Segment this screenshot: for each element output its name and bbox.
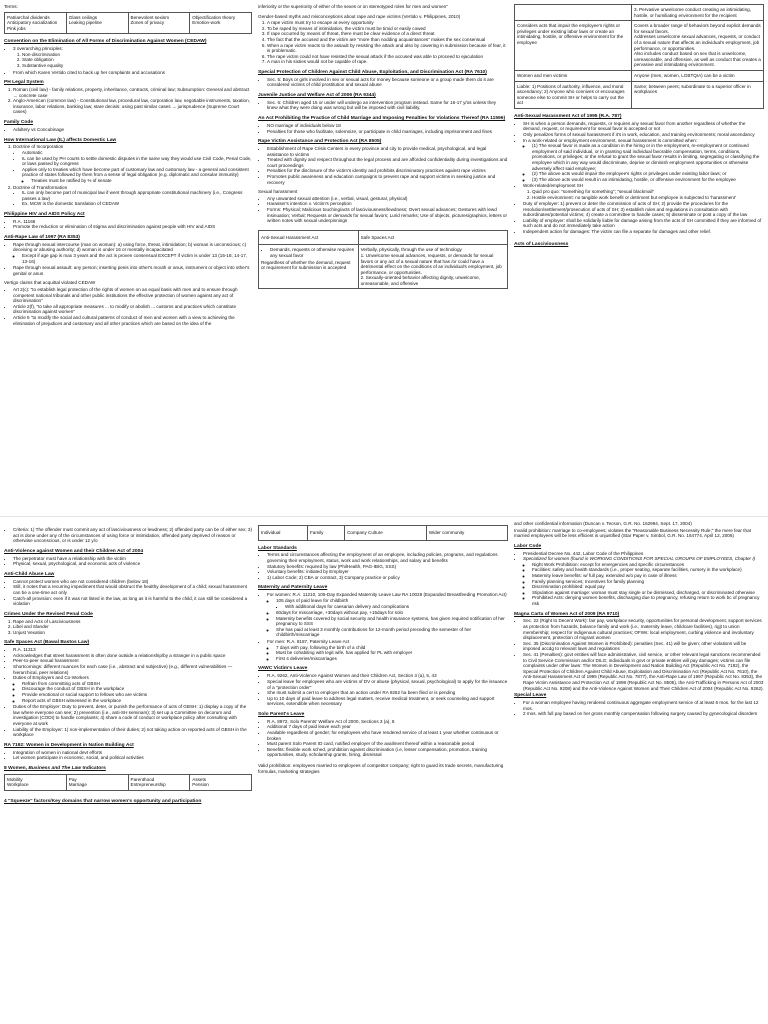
list-item: • Penalties for those who facilitate, solemnize, or participate in child marriages, including imprisonment and fines [267,129,508,135]
list-item: • Independent action for damages: The victim can file a separate for damages and other relief. [523,229,764,235]
hiv-heading: Philippine HIV and AIDS Policy Act [4,211,85,217]
table-cell [259,245,359,289]
levels-table [258,525,508,541]
criteria-list [4,527,252,544]
list-item: • Sec. 5: Boys or girls involved in sex or sexual acts for money because someone or a group made them do it are considered victims of child prostitution and sexual abuse [267,77,508,88]
list-item: 3. Unjust Vexation [13,630,252,636]
list-item [22,167,252,184]
principles-list [13,52,252,69]
list-item: • Catch-all provision: even if it was not listed in the law, as long as it is harmful to the child, it can still be considered a violation [13,596,252,607]
indicator-cell: Parenthood Entrepreneurship [128,774,190,790]
list-item: ◦ Night Work Prohibition: except for emergencies and specific circumstances [532,562,764,568]
list-item: ◦ Discourage the conduct of GBSH in the workplace [22,686,252,692]
table-row [515,81,764,108]
list-item: • Acknowledges that street harassment is often done outside a relationship/by a stranger in a public space [13,653,252,659]
list-item: ◦ She has paid at least 3 monthly contributions for 12-month period preceding the semester of her childbirth/miscarriage [276,627,508,638]
child-marriage-heading: An Act Prohibiting the Practice of Child Marriage and Imposing Penalties for Violations Thereof (RA 11596) [258,116,506,122]
list-item: ◦ Discrimination prohibited: equal pay [532,584,764,590]
list-item-text: Applies only to treaties which have become part of customary law and customary law - a general and consistent practice of states followed by them from a sense of legal obligation (e.g. diplomatic and consular immunity) [22,166,249,178]
safe-spaces-heading: Safe Spaces Act (Bawal Bastos Law) [4,640,90,646]
list-item: 6. The rape victim could not have resisted the sexual attack if the accused was able to proceed to ejaculation [267,54,508,60]
list-item: • Adultery vs Concubinage [13,127,252,133]
safe-spaces-list [4,647,252,738]
list-item-text: In a work-related or employment environment, sexual harassment is committed when: [523,137,698,143]
list-item-text: Rape through sexual intercourse (man on woman): a) using force, threat, intimidation; b) woman is unconscious; c) deceiving or abusing authority; d) woman is under 16 or mentally incapacitated [13,241,247,253]
sexual-harassment-label: Sexual harassment [258,189,298,195]
ra7192-heading: RA 7192: Women in Development in Nation Building Act [4,742,134,748]
terms-cell: Benevolent sexism Zones of privacy [128,12,190,34]
cell-text: Regardless of whether the demand, request or requirement for submission is accepted [261,259,351,271]
cedaw-heading: Convention on the Elimination of All Forms of Discrimination Against Women (CEDAW) [4,39,207,45]
child-protection-heading: Special Protection of Children Against Child Abuse, Exploitation, and Discrimination Act (RA 7610) [258,69,487,75]
indicator-cell: Pay Marriage [66,774,128,790]
anti-sh-act-heading: Anti-Sexual Harassment Act of 1995 (R.A. 787) [514,113,622,119]
squeeze-factors-heading: 4 "Squeeze" factors/Key domains that narrow women's opportunity and participation [4,798,202,804]
page1-column-2 [258,4,508,291]
vawc-leave-list [258,673,508,707]
maternity-paternity-heading: Maternity and Paternity Leave [258,585,328,591]
table-cell: Considers acts that impair the employee's rights or privileges under existing labor laws or create an intimidating, hostile, or offensive environment for the employee [515,21,632,71]
list-item: • R.A. 11166 [13,219,252,225]
list-item: • Liability of employer: shall be solidarily liable for damage arising from the acts of SH committed if they are informed of such acts and do not immediately take action [523,218,764,229]
sub-list [13,190,252,207]
list-item: ◦ Maternity benefits covered by social security and health insurance systems, has given required notification of her pregnancy to SSS [276,616,508,627]
document-page-1 [0,0,768,510]
special-leave-list [514,700,764,717]
sexual-harassment-list [258,196,508,224]
list-item [267,592,508,638]
list-item: ◦ 7 days with pay, following the birth of a child [276,645,508,651]
vawc-leave-heading: VAWC Victim's Leave [258,666,308,672]
list-item: • Automatic [22,150,252,156]
table-cell: Women and men victims [515,70,632,81]
list-item: • Promote the reduction or elimination of stigma and discrimination against people with HIV and AIDS [13,224,252,230]
heading-part-italic: Business and The Law [28,765,82,771]
list-item-text: Duties of Employers and Co-Workers [13,675,89,681]
list-item: 5. When a rape victim reacts to the assault by resisting the attack and also by cowering in submission because of fear, it is problematic. [267,43,508,54]
list-item: • Rape through sexual assault: any person; inserting penis into other's mouth or anus, instrument or object into other's genital or anus [13,265,252,276]
list-item: • 2 mos. with full pay based on her gross monthly compensation following surgery caused by gynecological disorders [523,711,764,717]
list-item: ◦ Provide emotional or social support to fellows who are victims [22,692,252,698]
list-item [13,46,252,68]
list-item: 7. A man in his sixties would not be capable of rape. [267,59,508,65]
solo-parent-list [258,719,508,758]
list-item: • Ex. MCW is the domestic translation of CEDAW [22,201,252,207]
labor-standards-heading: Labor Standards [258,545,297,551]
list-item-text: Doctrine of Transformation [13,184,68,190]
list-item-text: Work-related/employment SH [523,183,584,189]
list-item: • Sec. 41 (Penalties): govt entities will face administrative, civil service, or other relevant legal sanctions recommended to Civil Service Commission and/or DILG; individuals in govt or private entities will pay damages; victims can file complaints under other laws: The Women in Development and Nation Building Act (Republic Act No. 7192), the Special Protection of Children Against Child Abuse, Exploitation and Discrimination Act (Republic Act No. 7610), the Anti-Sexual Harassment Act of 1995 (Republic Act No. 7877), the Anti-Rape Law of 1997 (Republic Act No. 8353), the Rape Victim Assistance and Protection Act of 1998 (Republic Act No. 8505), the Anti-Trafficking in Persons Act of 2003 (Republic Act No. 9208) and the Anti-Violence Against Women and Their Children Act of 2004 (Republic Act No. 9262). [523,652,764,691]
table-row [515,70,764,81]
magna-carta-list [514,618,764,691]
list-item: • Up to 10 days of paid leave to address legal matters, receive medical treatment, or seek counseling and support services, extendible when necessary [267,696,508,707]
juvenile-justice-list [258,100,508,111]
list-item: • Article 5 "to modify the social and cultural patterns of conduct of men and women with a view to achieving the elimination of prejudices and customary and all other practices which are based on the idea of the [13,315,252,326]
heading-part: 8 Women, [4,765,29,771]
level-cell: Individual [259,526,308,541]
list-item: • Article 2(f), "to take all appropriate measures ... to modify or abolish ... customs and practices which constitute discrimination against women" [13,304,252,315]
labor-standards-list [258,552,508,580]
rape-victim-heading: Rape Victim Assistance and Protection Act (RA 8505) [258,139,382,145]
labor-code-heading: Labor Code [514,543,542,549]
list-item: • Integration of women in national devt efforts [13,750,252,756]
sub-list [13,253,252,264]
list-item: • Statutory benefits: required by law (PhilHealth, PAG-IBIG, SSS) [267,564,508,570]
indicator-cell: Mobility Workplace [5,774,67,790]
list-item: ◦ Must be cohabiting with legit wife, has applied for PL with employer [276,650,508,656]
document-page-2 [0,516,768,1024]
magna-carta-heading: Magna Carta of Women Act of 2009 (RA 9710) [514,611,620,617]
list-item: • Penalties for the disclosure of the victim's identity and prohibits discriminatory practices against rape victims [267,168,508,174]
list-item: • NO marriage of individuals below 18 [267,123,508,129]
table-row [515,5,764,21]
list-item-text: Specialized for women (found in WORKING CONDITIONS FOR SPECIAL GROUPS OF EMPLOYEES, Chapter I) [523,556,756,562]
anti-child-abuse-heading: Anti-Child Abuse Law [4,571,55,577]
list-item-text: Doctrine of Incorporation [13,144,64,150]
ph-legal-list [4,87,252,115]
invalid-prohibition-paragraph: Invalid prohibition: marriage to co-employees; violates the "Reasonable Business Necessity Rule;" the mere fear that married employees will be less efficient is unjustified (Star Paper v. Simbol, G.R. No. 164774, April 12, 2006) [514,527,751,539]
list-item: • Treated with dignity and respect throughout the legal process and are afforded confidentiality during investigations and court proceedings [267,157,508,168]
list-item [267,639,508,661]
vertido-paragraph: Vertigo claims that acquittal violated CEDAW [4,280,96,286]
list-item: 3. Substantive equality [22,63,252,69]
list-item: ◦ Prohibited Acts: denying women benefits, discharging due to pregnancy, refusing return to work bc of pregnancy risk [532,595,764,606]
sub-list [523,143,764,182]
list-item [13,675,252,703]
list-item: • Shortcomings: different nuances for each case (i.e., abstract and subjective) (e.g., different vulnerabilities — hierarchical, peer relations) [13,664,252,675]
list-item: 1. Roman (civil law) - family relations, property, inheritance, contracts, criminal law; Subsumption: General and abstract → concrete case [13,87,252,98]
list-item: • Any unwanted sexual attention (i.e., verbal, visual, gestural, physical) [267,196,508,202]
family-code-heading: Family Code [4,120,34,126]
anti-rape-heading: Anti-Rape Law of 1997 (RA 8353) [4,235,80,240]
child-protection-list [258,77,508,88]
list-item [13,144,252,183]
wbl-indicators-grid [4,774,252,791]
list-item: • Demands, requests or otherwise requires any sexual favor [270,247,356,258]
page2-column-3 [514,521,764,718]
page1-column-3 [514,4,764,249]
list-item: • R.A. 8972, Solo Parents' Welfare Act of 2000, Sections 3 (a), 8 [267,719,508,725]
list-item: • Sec. 22 (Right to Decent Work): fair pay, workplace security, opportunities for personal development, support services as protection from hazards, balance family and work (i.e., maternity leave, childcare facilities), rigjt to union membership; respect for indigenous cultural practices; OFWs: local employment, curbing violence and involuntary displacement, protection of migrant women [523,618,764,640]
list-item: • Harasser's intention v. Victim's perception [267,201,508,207]
list-item: ◦ Report acts of GBSH witnessed in the workplace [22,698,252,704]
terms-label: Terms: [4,4,18,9]
list-item: 2. State obligation [22,57,252,63]
table-cell [515,5,632,21]
sub-list [523,189,764,200]
list-item: • Physical, sexual, psychological, and economic acts of violence [13,561,252,567]
list-item: 3. If rape occurred by means of threat, there must be clear evidence of a direct threat [267,31,508,37]
acts-lasciviousness-heading: Acts of Lasciviousness [514,241,569,247]
list-item: ◦ Stipulation against marriage: woman must stay single or be dismissed, discharged, or discriminated otherwise [532,590,764,596]
avw-heading: Anti-Violence against Women and their Children Act of 2004 [4,548,144,554]
list-item [523,556,764,606]
list-item: • She must submit a cert to employer that an action under RA 9262 ha been filed or is pending [267,690,508,696]
list-item: ◦ 60days for miscarriage, +30days without pay, +15days for solo [276,610,508,616]
wbl-indicators-heading [4,766,252,772]
list-item: 1. A rape victim must try to escape at every opportunity [267,20,508,26]
list-item: 4. The fact that the accused and the victim are "more than nodding acquaintances" makes the sex consensual [267,37,508,43]
list-item: ◦ Refrain from committing acts of GBSH [22,681,252,687]
hiv-list [4,219,252,230]
list-item: ◦ Maternity leave benefits: w/ full pay, extended w/o pay in case of illness [532,573,764,579]
sub-sub-list [276,604,508,610]
list-item: • Voluntary benefits: initiated by Employer [267,569,508,575]
list-item: • IL can only become part of municipal law if went through appropriate constitutional machinery (i.e., Congress passes a law) [22,190,252,201]
myths-paragraph: Gender-based myths and misconceptions about rape and rape victims (Vertido v. Philippines, 2010) [258,13,461,19]
list-item: • Still, it notes that a recurring impediment that would obstruct the healthy development of a child; sexual harassment can be a one-time act only [13,584,252,595]
list-item-text: 3 overarching principles: [13,46,63,52]
level-cell: Family [307,526,344,541]
ph-legal-heading: PH Legal System [4,80,44,86]
list-item: • Promotes public awareness and education campaigns to prevent rape and support victims in seeking justice and recovery [267,174,508,185]
list-item: • From which Karen Vertido cited to back up her complaints and accusations [13,70,252,76]
list-item: • Let women participate in economic, social, and political activities [13,755,252,761]
child-marriage-list [258,123,508,134]
indicator-cell: Assets Pension [190,774,252,790]
continued-text: and other confidential information (Duncan v. Tecson, G.R. No. 162994, Sept. 17, 2004) [514,521,692,526]
list-item: 1. Non-discrimination [22,52,252,58]
list-item [13,242,252,264]
list-item: • Only penalizes forms of sexual harassment if it's in work, education, and training environments; moral ascendancy [523,132,764,138]
sub-sub-list [22,178,252,184]
rpc-heading: Crimes Under the Revised Penal Code [4,611,93,617]
special-leave-heading: Special Leave [514,693,547,699]
cell-list [261,247,356,258]
list-item: • Sec. 35 (Discrimination Against Women is Prohibited): penalties (Sec. 41) will be given; other violations will be imposed accdg to relevant laws and regulations [523,641,764,652]
ra7192-list [4,750,252,761]
list-item: • Liability of the Employer: 1) non-implementation of their duties; 2) not taking action on reported acts of GBSH in the workplace [13,727,252,738]
maternity-paternity-list [258,592,508,661]
continued-text: inferiority or the superiority of either of the sexes or on stereotyped roles for men and women" [258,4,448,9]
anti-sh-act-list [514,121,764,235]
list-item: • Presidential Decree No. 442, Labor Code of the Philippines [523,551,764,557]
list-item: • Available regardless of gender; for employees who have rendered service of at least 1 year whether continuous or broken [267,730,508,741]
list-item: ◦ Except if age gap is max 3 years and the act is proven consensual EXCEPT if victim is under 13 (15-18, 14-17, 13-16) [22,253,252,264]
list-item: • Cannot protect women who are not considered children (below 18) [13,579,252,585]
rpc-list [4,619,252,636]
list-item: • Sec. 6: Children aged 15 or under will undergo an intervention program instead. Same for 16-17 y/os unless they knew what they were doing was wrong but will be imposed with civil liability. [267,100,508,111]
list-item: • For a woman employee having rendered continuous aggregate employment service of at least 6 mos. for the last 12 mos. [523,700,764,711]
list-item: ◦ Treaties must be ratified by ⅔ of senate [31,178,252,184]
intl-law-list [4,144,252,207]
level-cell: Wider community [426,526,507,541]
list-item: 2. To be raped by means of intimidation, the victim must be timid or easily cowed [267,26,508,32]
list-item: 2. Libel and Slander [13,624,252,630]
list-item: • Must parent Solo Parent ID card, notified employer of the availment thereof within a reasonable period [267,741,508,747]
list-item: ◦ Family planning services; Incentives for family planning [532,579,764,585]
list-item: ◦ First 4 deliveries/miscarriages [276,656,508,662]
list-item [13,185,252,207]
page2-column-1 [4,521,252,806]
list-item: • Art 2(c): "to establish legal protection of the rights of women on an equal basis with men and to ensure through competent national tribunals and other public institutions the effective protection of women against any act of discrimination" [13,287,252,304]
terms-cell: Objectification theory Emotion-work [190,12,252,34]
list-item [276,598,508,609]
list-item: ▪ With additional days for caesarian delivery and complications [285,604,508,610]
table-cell: Same; between peers; subordinate to a superior officer in workplaces [632,81,764,108]
avw-list [4,556,252,567]
table-cell: Verbally, physically, through the use of technology 1. Unwelcome sexual advances, requests, or demands for sexual favors or any act of a sexual nature that has /or could have a detrimental effect on the conditions of an individual's employment, job performance, or opportunities. 2. Sexually-oriented behavior affecting dignity, unwelcome, unreasonable, and offensive [358,245,507,289]
sub-list [13,150,252,184]
list-item-text: For men: R.A. 8187, Paternity Leave Act [267,639,350,645]
terms-cell: Patriarchal dividends Anticipatory socialization Pink jobs [5,12,67,34]
comparison-table [258,230,508,290]
list-item: ◦ (1) The sexual favor is made as a condition in the hiring or in the employment, re-employment or continued employment of said individual, or in granting said individual favorable compensation, terms, conditions, promotions, or privileges; or the refusal to grant the sexual favor results in limiting, segregating or classifying the employee which in any way would discriminate, deprive or diminish employment opportunities or otherwise adversely affect said employee; [532,143,764,171]
list-item: • Special leave for employees who are victims of DV or abuse (physical, sexual, psychological) to apply for the issuance of a "protection order" [267,679,508,690]
juvenile-justice-heading: Juvenile Justice and Welfare Act of 2006 (RA 9344) [258,93,376,98]
page1-column-1 [4,4,252,327]
list-item: ◦ (3) The above acts would result in an intimidating, hostile, or offensive environment for the employee [532,177,764,183]
list-item-text: 105 days of paid leave for childbirth [276,597,349,603]
sub-list [523,562,764,607]
heading-part: Indicators [81,765,106,771]
list-item: • Terms and circumstances affecting the employment of an employee, including policies, programs, and regulations governing their employment, status, work and work relationships, and salary and benefits [267,552,508,563]
sub-list [267,598,508,638]
table-header-cell: Safe Spaces Act [358,230,507,245]
level-cell: Company Culture [345,526,427,541]
terms-grid [4,12,252,35]
list-item: • Establishment of Rape Crisis Centers in every province and city to provide medical, psychological, and legal assistance to victims [267,146,508,157]
terms-cell: Glass ceilings Leaking pipeline [66,12,128,34]
rape-victim-list [258,146,508,185]
table-cell: Anyone (men, women, LGBTQIA) can be a victim [632,70,764,81]
list-item: • R.A. 9262, Anti-Violence Against Women and their Children Act, Section 3 (a), 5, 43 [267,673,508,679]
list-item: • SH is when a person demands, requests, or requires any sexual favor from another regardless of whether the demand, request, or requirement for sexual favor is accepted or not [523,121,764,132]
cedaw-list [4,46,252,75]
list-item: • Criteria: 1) The offender must commit any act of lasciviousness or lewdness; 2) offended party can be of either sex; 3) act is done under any of the circumstances of using force or intimidation, offended party deprived of reason or otherwise unconscious, or is under 12 y/o [13,527,252,544]
labor-code-list [514,551,764,607]
intl-law-heading: How International Law (IL) affects Domestic Law [4,137,117,143]
list-item: 1. Rape and Acts of Lasciviousness [13,619,252,625]
list-item: • R.A. 11313 [13,647,252,653]
list-item [523,183,764,200]
list-item: • Duties of the Employer: Duty to prevent, deter, or punish the performance of acts of GBSH: 1) display a copy of the law where everyone can see; 2) prevention (i.e., anti-SH seminars); 3) set up a Committee on decorum and investigation (CODI) to handle complaints; 4) share a code of conduct or workplace policy after consulting with everyone at work [13,704,252,726]
page2-column-2 [258,521,508,775]
list-item: 1. Quid pro quo: "something for something"; "sexual blackmail" [532,189,764,195]
list-item: 2. Hostile environment: no tangible work benefit or detriment but employee is subjected to 'harassment' [532,195,764,201]
myths-list [258,20,508,65]
table-header-cell: Anti-Sexual Harassment Act [259,230,359,245]
list-item: • 1) Labor Code; 2) CBA or contract, 3) Company practice or policy [267,575,508,581]
list-item: • Benefits: flexible work sched, prohibition against discrimination (i.e, lesser compensation, promotion, training opportunities, study, scholarship grants, hiring, dismissal [267,747,508,758]
solo-parent-heading: Solo Parent's Leave [258,711,305,717]
list-item: ◦ (2) The above acts would impair the employee's rights or privileges under existing labor laws; or [532,171,764,177]
table-cell: Liable: 1) Positions of authority, influence, and moral ascendancy; 2) Anyone who connives or encourages someone else to commit SH or helps to carry out the act [515,81,632,108]
list-item: • IL can be used by PH courts to settle domestic disputes in the same way they would use Civil Code, Penal Code, or laws passed by congress [22,156,252,167]
sub-list [267,645,508,662]
list-item: • Duty of employer: 1) prevent or deter the commission of acts of SH; 2) provide the procedures for the resolution/settlement/prosecution of acts of SH; 3) establish rules and regulations in consultation with subordinates/potential victims; 4) create a committee to handle cases; 5) disseminate or post a copy of the law [523,201,764,218]
list-item: • Forms: Physical; Malicious touching/acts of lasciviousness/lewdness; Overt sexual advances; Gestures with lewd insinuation; Verbal; Requests or demands for sexual favors; Lurid remarks; Use of objects, pictures/graphics, letters or written notes with sexual underpinnings [267,207,508,224]
anti-child-abuse-list [4,579,252,607]
list-item: ◦ Facilities: safety and health standards (i.e., proper seating, separate facilities, nursery in the workplace) [532,567,764,573]
family-code-list [4,127,252,133]
list-item: • Additional 7 days of paid leave each year [267,724,508,730]
vertido-list [4,287,252,326]
anti-rape-list [4,242,252,277]
table-row [515,21,764,71]
table-cell: Covers a broader range of behaviors beyond explicit demands for sexual favors. Addresses unwelcome sexual advances, requests, or conduct of a sexual nature that affects an individual's employment, job performance, or opportunities. Also includes conduct based on sex that is unwelcome, unreasonable, and offensive, as well as conduct that creates a pervasive and intimidating environment. [632,21,764,71]
list-item [523,138,764,183]
list-item: • Peer-to-peer sexual harassment [13,658,252,664]
sub-list [13,681,252,703]
list-item: • The perpetrator must have a relationship with the victim [13,556,252,562]
table-cell: 3. Pervasive unwelcome conduct creating an intimidating, hostile, or humiliating environment for the recipient [632,5,764,21]
valid-prohibition-paragraph: Valid prohibition: employees married to employees of competitor company; right to guard its trade secrets, manufacturing formulas, marketing strategies [258,762,504,774]
list-item-text: For women: R.A. 11210, 105-Day Expanded Maternity Leave Law RA 10028 (Expanded Breastfeeding Promotion Act) [267,592,507,598]
comparison-table-continued [514,4,764,109]
list-item: 2. Anglo-American (common law) - Constitutional law, procedural law, corporation law, negotiable instruments, taxation, insurance, labor relations, banking law; stare decisis: using past similar cases → jurisprudence (Supreme Court cases) [13,98,252,115]
